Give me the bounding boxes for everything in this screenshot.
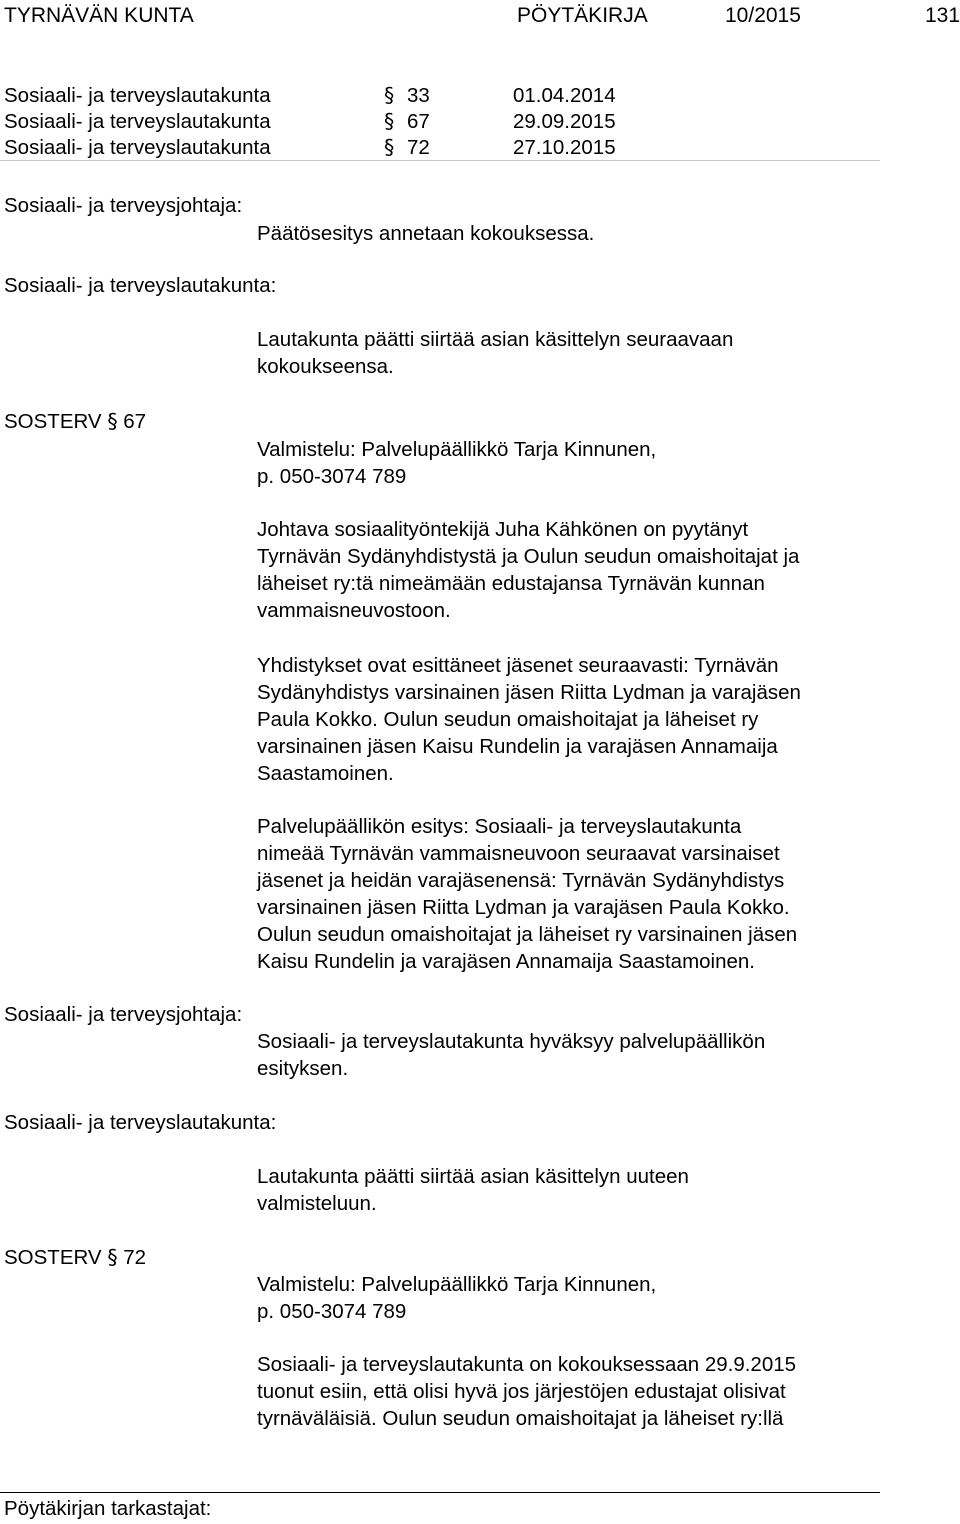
- reference-body: Sosiaali- ja terveyslautakunta: [4, 136, 271, 159]
- reference-body: Sosiaali- ja terveyslautakunta: [4, 84, 271, 107]
- footer-divider: [0, 1492, 880, 1493]
- municipality-name: TYRNÄVÄN KUNTA: [4, 4, 194, 27]
- section-code: SOSTERV: [4, 1246, 102, 1269]
- section-heading-72: [4, 1244, 146, 1271]
- reference-number: 33: [407, 84, 430, 107]
- board-decision: Lautakunta päätti siirtää asian käsittelyn seuraavaan kokoukseensa.: [257, 328, 734, 378]
- section-number: 72: [123, 1246, 147, 1269]
- paragraph-nominations: Yhdistykset ovat esittäneet jäsenet seuraavasti: Tyrnävän Sydänyhdistys varsinainen jäsen Riitta Lydman ja varajäsen Paula Kokko. Oulun seudun omaishoitajat ja läheiset ry varsinainen jäsen Kaisu Rundelin ja varajäsen Annamaija Saastamoinen.: [257, 654, 801, 785]
- director-label: Sosiaali- ja terveysjohtaja:: [4, 194, 243, 217]
- reference-number: 67: [407, 110, 430, 133]
- section-heading-67: [4, 408, 146, 435]
- director-proposal: Päätösesitys annetaan kokouksessa.: [257, 222, 595, 245]
- section-symbol: §: [107, 409, 118, 433]
- director-label: Sosiaali- ja terveysjohtaja:: [4, 1003, 243, 1026]
- board-label: Sosiaali- ja terveyslautakunta:: [4, 274, 277, 297]
- section-symbol: §: [107, 1245, 118, 1269]
- reference-date: 01.04.2014: [513, 84, 616, 107]
- section-symbol: §: [384, 109, 395, 133]
- reference-date: 27.10.2015: [513, 136, 616, 159]
- paragraph-request: Johtava sosiaalityöntekijä Juha Kähkönen on pyytänyt Tyrnävän Sydänyhdistystä ja Oulun seudun omaishoitajat ja läheiset ry:tä nimeämään edustajansa Tyrnävän kunnan vammaisneuvostoon.: [257, 518, 800, 622]
- reference-body: Sosiaali- ja terveyslautakunta: [4, 110, 271, 133]
- reference-row: [4, 82, 644, 109]
- paragraph-proposal: Palvelupäällikön esitys: Sosiaali- ja terveyslautakunta nimeää Tyrnävän vammaisneuvoon seuraavat varsinaiset jäsenet ja heidän varajäsenensä: Tyrnävän Sydänyhdistys varsinainen jäsen Riitta Lydman ja varajäsen Paula Kokko. Oulun seudun omaishoitajat ja läheiset ry varsinainen jäsen Kaisu Rundelin ja varajäsen Annamaija Saastamoinen.: [257, 815, 798, 973]
- board-label: Sosiaali- ja terveyslautakunta:: [4, 1111, 277, 1134]
- document-type: PÖYTÄKIRJA: [517, 4, 648, 27]
- paragraph-background: Sosiaali- ja terveyslautakunta on kokouksessaan 29.9.2015 tuonut esiin, että olisi hyvä jos järjestöjen edustajat olisivat tyrnäväläisiä. Oulun seudun omaishoitajat ja läheiset ry:llä: [257, 1353, 797, 1430]
- page-number: 131: [925, 4, 960, 27]
- section-symbol: §: [384, 83, 395, 107]
- reference-row: [4, 134, 644, 161]
- board-decision: Lautakunta päätti siirtää asian käsittelyn uuteen valmisteluun.: [257, 1165, 689, 1215]
- section-number: 67: [123, 410, 147, 433]
- section-code: SOSTERV: [4, 410, 102, 433]
- divider: [0, 160, 880, 161]
- section-symbol: §: [384, 135, 395, 159]
- preparer-info: Valmistelu: Palvelupäällikkö Tarja Kinnunen, p. 050-3074 789: [257, 438, 657, 488]
- reference-row: [4, 108, 644, 135]
- document-number: 10/2015: [725, 4, 801, 27]
- preparer-info: Valmistelu: Palvelupäällikkö Tarja Kinnunen, p. 050-3074 789: [257, 1273, 657, 1323]
- reference-date: 29.09.2015: [513, 110, 616, 133]
- director-proposal: Sosiaali- ja terveyslautakunta hyväksyy palvelupäällikön esityksen.: [257, 1030, 766, 1080]
- reviewers-label: Pöytäkirjan tarkastajat:: [4, 1497, 212, 1520]
- reference-number: 72: [407, 136, 430, 159]
